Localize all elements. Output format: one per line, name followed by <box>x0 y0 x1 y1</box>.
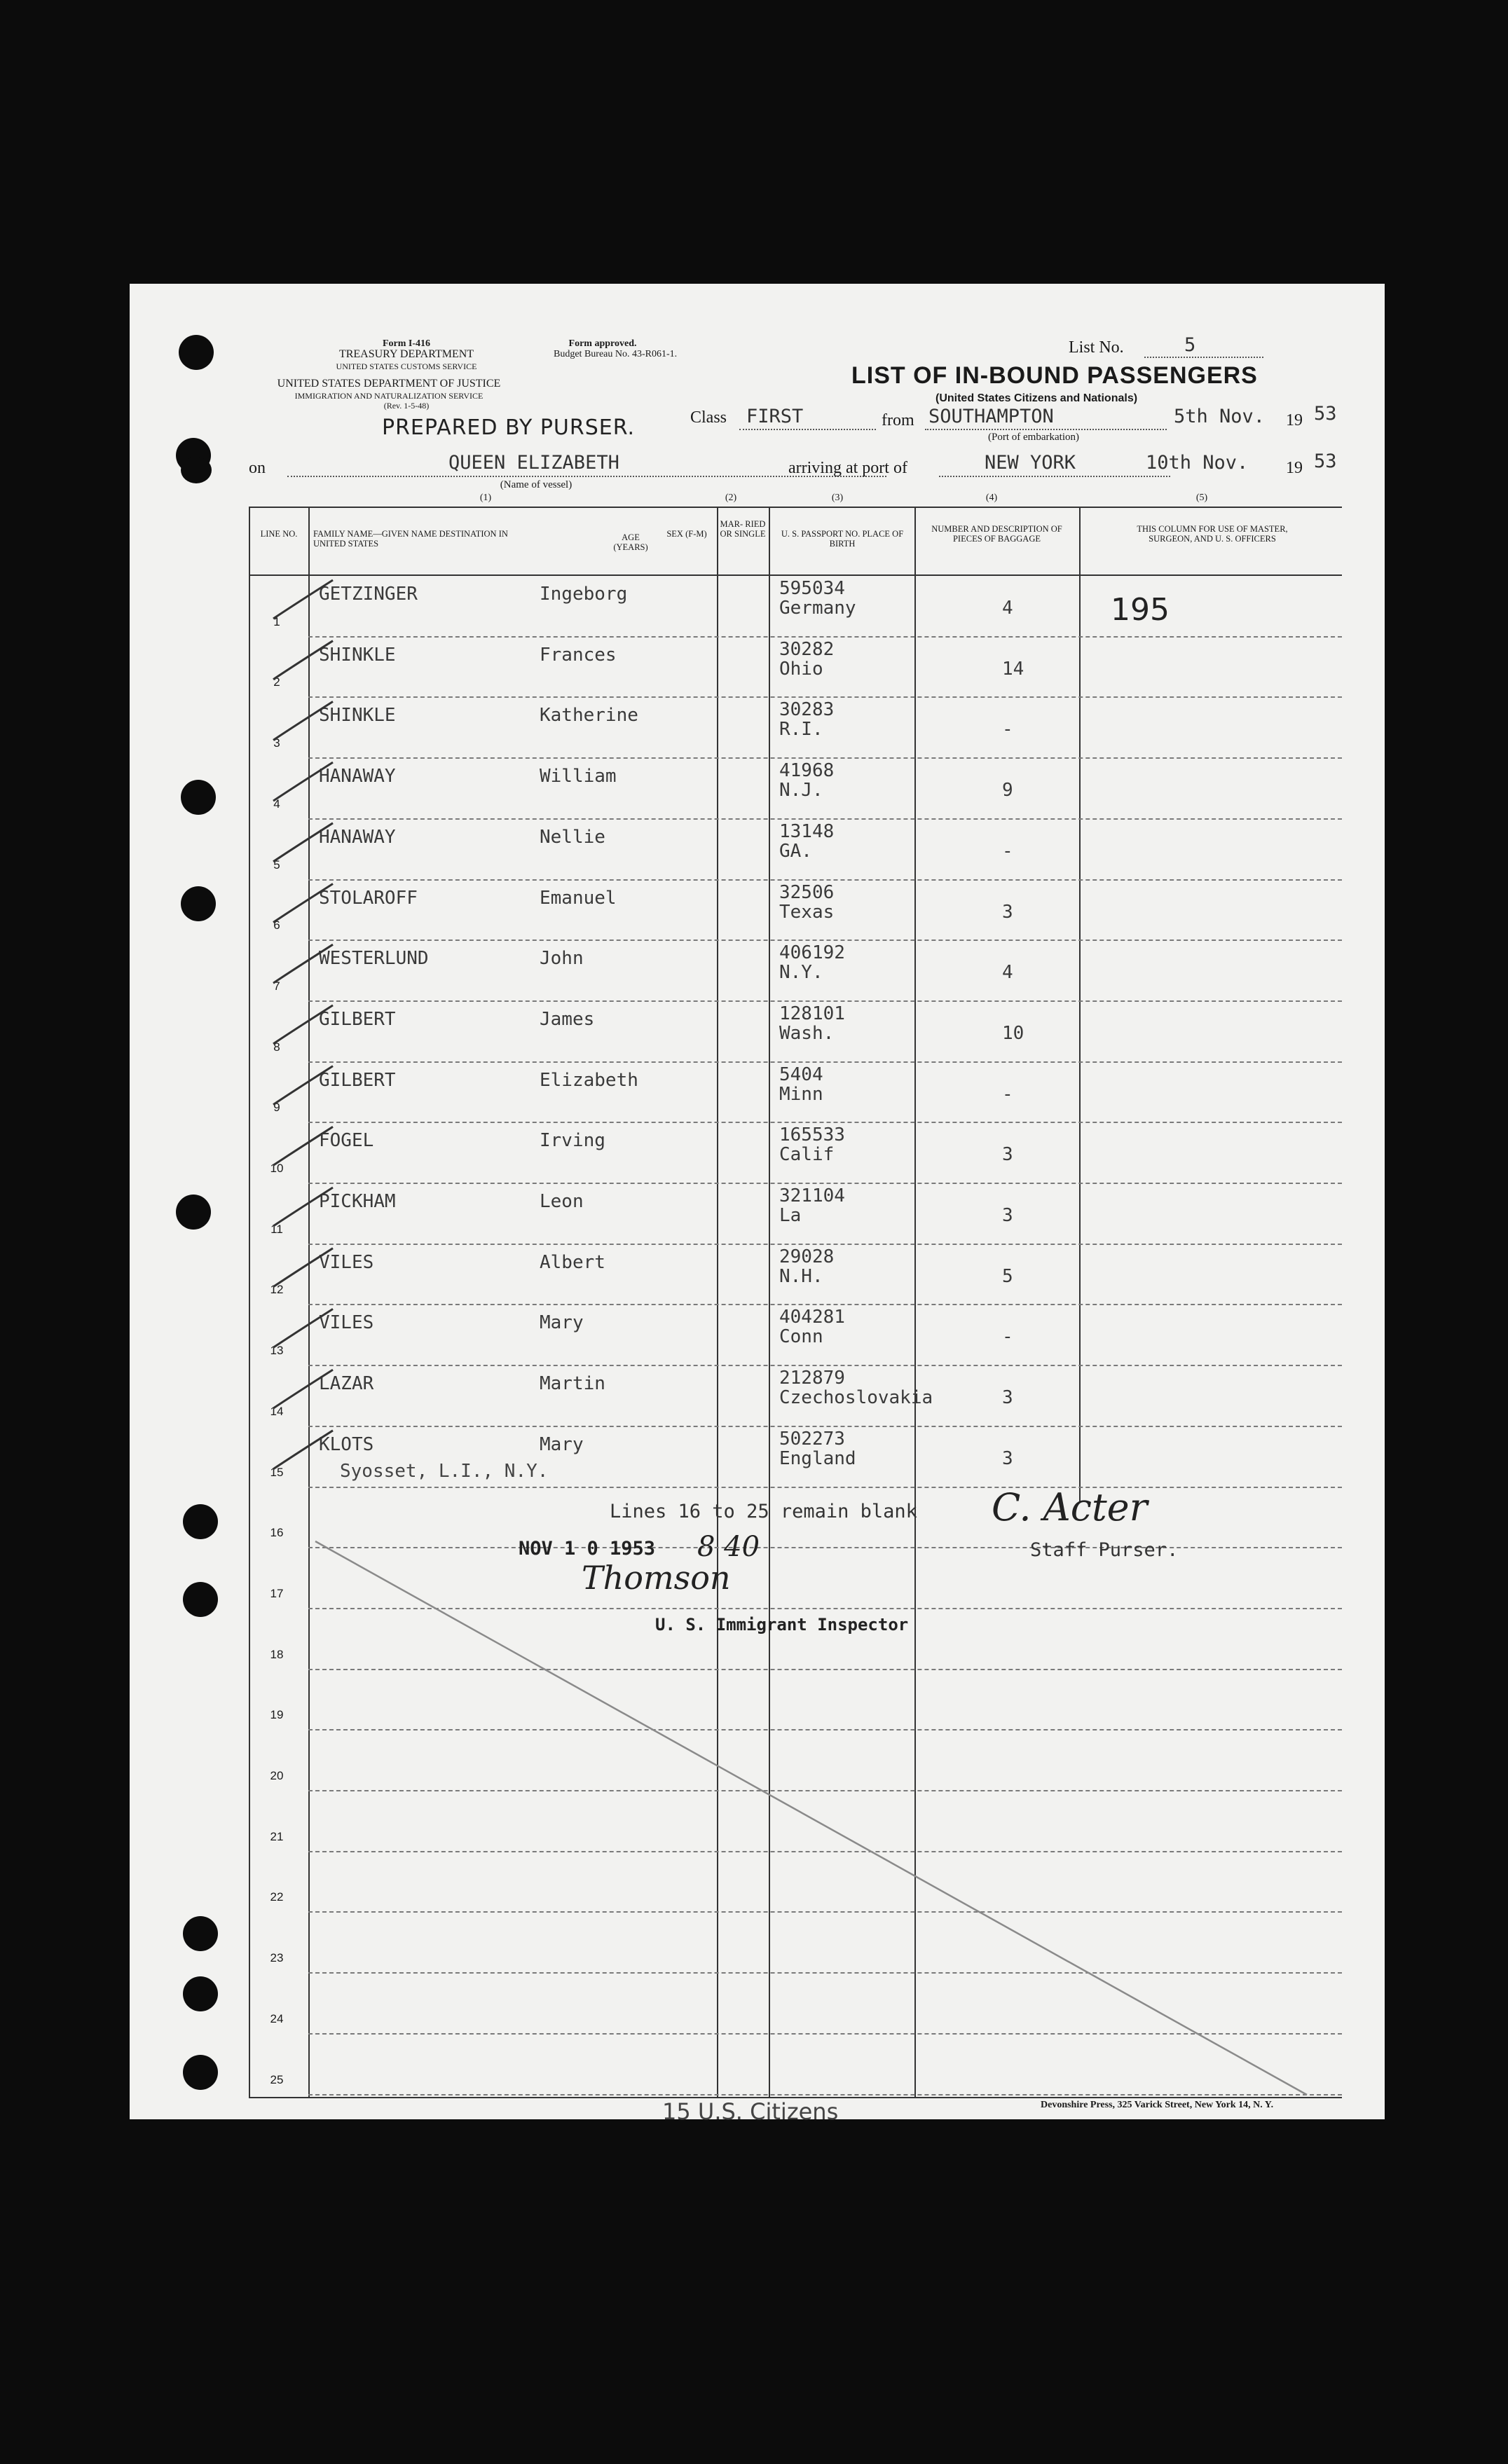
family-name: SHINKLE <box>319 705 396 727</box>
revision: (Rev. 1-5-48) <box>383 401 430 411</box>
family-name: GILBERT <box>319 1069 396 1091</box>
embarkation-port: SOUTHAMPTON <box>928 406 1054 427</box>
baggage-count: 5 <box>1002 1265 1013 1287</box>
place-of-birth: Germany <box>779 598 856 619</box>
passport-number: 30283 <box>779 699 835 721</box>
line-number: 6 <box>273 918 280 932</box>
place-of-birth: Wash. <box>779 1022 835 1044</box>
customs-service: UNITED STATES CUSTOMS SERVICE <box>336 362 477 371</box>
departure-date: 5th Nov. <box>1174 406 1266 427</box>
baggage-count: - <box>1002 719 1013 741</box>
line-number: 22 <box>270 1890 284 1904</box>
port-embark-label: (Port of embarkation) <box>988 432 1079 443</box>
line-number: 9 <box>273 1101 280 1115</box>
vessel-label: (Name of vessel) <box>500 479 573 490</box>
line-number: 18 <box>270 1647 284 1661</box>
check-mark <box>273 1309 333 1347</box>
family-name: WESTERLUND <box>319 948 429 970</box>
passport-number: 595034 <box>779 578 845 599</box>
arrival-date: 10th Nov. <box>1146 452 1249 474</box>
ins-service: IMMIGRATION AND NATURALIZATION SERVICE <box>294 391 484 401</box>
page-subtitle: (United States Citizens and Nationals) <box>935 392 1138 404</box>
arr-year-prefix: 19 <box>1286 459 1303 477</box>
check-mark <box>273 823 333 862</box>
citizens-total: 15 U.S. Citizens <box>662 2098 839 2125</box>
arrival-port: NEW YORK <box>985 452 1076 474</box>
blank-lines-note: Lines 16 to 25 remain blank <box>610 1501 917 1522</box>
given-name: Irving <box>540 1130 605 1152</box>
place-of-birth: N.H. <box>779 1265 823 1287</box>
check-mark <box>273 1127 333 1165</box>
line-number: 17 <box>270 1586 284 1600</box>
baggage-count: 14 <box>1002 658 1024 680</box>
stamp-mark: 8 40 <box>697 1531 760 1563</box>
line-number: 5 <box>273 858 280 872</box>
passport-number: 165533 <box>779 1124 845 1146</box>
line-number: 25 <box>270 2072 284 2086</box>
place-of-birth: Minn <box>779 1083 823 1105</box>
check-mark <box>273 762 333 801</box>
department: TREASURY DEPARTMENT <box>338 348 474 360</box>
baggage-count: - <box>1002 1326 1013 1348</box>
printer-imprint: Devonshire Press, 325 Varick Street, New York 14, N. Y. <box>1041 2100 1274 2110</box>
place-of-birth: Conn <box>779 1326 823 1348</box>
line-number: 2 <box>273 675 280 689</box>
place-of-birth: Czechoslovakia <box>779 1387 933 1409</box>
given-name: Emanuel <box>540 887 617 909</box>
given-name: Katherine <box>540 705 638 727</box>
arrival-year: 53 <box>1314 450 1337 472</box>
header-name: FAMILY NAME—GIVEN NAME DESTINATION IN UNITED STATES <box>313 529 508 549</box>
given-name: James <box>540 1008 595 1030</box>
form-approved: Form approved. <box>568 338 637 349</box>
baggage-count: 3 <box>1002 901 1013 923</box>
passport-number: 30282 <box>779 638 835 660</box>
line-number: 10 <box>270 1162 284 1175</box>
baggage-count: - <box>1002 840 1013 862</box>
prepared-by-purser: PREPARED BY PURSER. <box>382 415 636 440</box>
place-of-birth: R.I. <box>779 719 823 741</box>
klots-destination: Syosset, L.I., N.Y. <box>340 1461 549 1482</box>
passport-number: 212879 <box>779 1368 845 1389</box>
family-name: HANAWAY <box>319 766 396 787</box>
given-name: John <box>540 948 584 970</box>
family-name: LAZAR <box>319 1373 374 1395</box>
line-number: 15 <box>270 1465 284 1479</box>
check-mark <box>273 1066 333 1105</box>
place-of-birth: England <box>779 1447 856 1469</box>
baggage-count: 4 <box>1002 598 1013 619</box>
family-name: HANAWAY <box>319 826 396 848</box>
header-officers: THIS COLUMN FOR USE OF MASTER, SURGEON, AND U. S. OFFICERS <box>1137 524 1288 544</box>
passport-number: 404281 <box>779 1307 845 1328</box>
form-number: Form I-416 <box>382 338 431 349</box>
given-name: Albert <box>540 1251 605 1273</box>
passport-number: 502273 <box>779 1428 845 1450</box>
family-name: PICKHAM <box>319 1191 396 1212</box>
inspection-stamp-date: NOV 1 0 1953 <box>519 1538 656 1560</box>
header-line-no: LINE NO. <box>260 529 298 539</box>
on-label: on <box>249 459 266 477</box>
place-of-birth: La <box>779 1205 802 1226</box>
line-number: 16 <box>270 1526 284 1540</box>
given-name: William <box>540 766 617 787</box>
justice-department: UNITED STATES DEPARTMENT OF JUSTICE <box>277 378 501 390</box>
col-number-4: (4) <box>985 493 998 503</box>
given-name: Elizabeth <box>540 1069 638 1091</box>
purser-title: Staff Purser. <box>1030 1539 1179 1561</box>
inspector-title: U. S. Immigrant Inspector <box>655 1615 909 1634</box>
line-number: 11 <box>270 1222 283 1236</box>
from-label: from <box>882 411 914 429</box>
check-mark <box>273 1005 333 1044</box>
baggage-count: 9 <box>1002 780 1013 801</box>
given-name: Ingeborg <box>540 584 628 605</box>
line-number: 20 <box>270 1769 284 1782</box>
baggage-count: 3 <box>1002 1387 1013 1409</box>
place-of-birth: N.Y. <box>779 962 823 984</box>
departure-year: 53 <box>1314 403 1337 425</box>
dep-year-prefix: 19 <box>1286 411 1303 429</box>
col-number-2: (2) <box>725 493 737 503</box>
manifest-page <box>130 284 1385 2125</box>
check-mark <box>273 944 333 983</box>
list-no-value: 5 <box>1184 334 1196 356</box>
passport-number: 5404 <box>779 1064 823 1085</box>
officer-annotation: 195 <box>1111 592 1170 628</box>
check-mark <box>273 1248 333 1287</box>
line-number: 24 <box>270 2011 284 2025</box>
header-sex: SEX (F-M) <box>666 529 707 539</box>
family-name: SHINKLE <box>319 644 396 666</box>
header-age: AGE (YEARS) <box>613 532 648 552</box>
header-baggage: NUMBER AND DESCRIPTION OF PIECES OF BAGGAGE <box>931 524 1062 544</box>
line-number: 8 <box>273 1040 280 1054</box>
baggage-count: 3 <box>1002 1144 1013 1166</box>
place-of-birth: GA. <box>779 840 812 862</box>
passport-number: 406192 <box>779 942 845 964</box>
family-name: GETZINGER <box>319 584 418 605</box>
line-number: 3 <box>273 736 280 750</box>
passport-number: 13148 <box>779 820 835 842</box>
list-no-label: List No. <box>1069 338 1124 357</box>
baggage-count: - <box>1002 1083 1013 1105</box>
given-name: Nellie <box>540 826 605 848</box>
passport-number: 32506 <box>779 881 835 903</box>
line-number: 7 <box>273 979 280 993</box>
place-of-birth: Calif <box>779 1144 835 1166</box>
passport-number: 29028 <box>779 1246 835 1267</box>
purser-signature: C. Acter <box>992 1485 1148 1529</box>
passport-number: 128101 <box>779 1003 845 1024</box>
check-mark <box>273 580 333 619</box>
budget-bureau: Budget Bureau No. 43-R061-1. <box>554 349 678 359</box>
line-number: 21 <box>270 1829 284 1843</box>
line-number: 23 <box>270 1951 284 1965</box>
place-of-birth: N.J. <box>779 780 823 801</box>
check-mark <box>273 701 333 740</box>
header-passport: U. S. PASSPORT NO. PLACE OF BIRTH <box>781 529 904 549</box>
baggage-count: 10 <box>1002 1022 1024 1044</box>
place-of-birth: Texas <box>779 901 835 923</box>
given-name: Leon <box>540 1191 584 1212</box>
passport-number: 321104 <box>779 1185 845 1206</box>
family-name: VILES <box>319 1312 374 1334</box>
given-name: Mary <box>540 1312 584 1334</box>
baggage-count: 3 <box>1002 1447 1013 1469</box>
line-number: 4 <box>273 797 280 811</box>
line-number: 13 <box>270 1344 284 1358</box>
family-name: KLOTS <box>319 1433 374 1455</box>
baggage-count: 4 <box>1002 962 1013 984</box>
family-name: FOGEL <box>319 1130 374 1152</box>
family-name: GILBERT <box>319 1008 396 1030</box>
col-number-5: (5) <box>1195 493 1208 503</box>
check-mark <box>273 1188 333 1226</box>
given-name: Mary <box>540 1433 584 1455</box>
passport-number: 41968 <box>779 760 835 782</box>
col-number-1: (1) <box>479 493 492 503</box>
header-married: MAR- RIED OR SINGLE <box>720 519 766 539</box>
line-number: 19 <box>270 1708 284 1722</box>
class-label: Class <box>690 408 727 427</box>
class-value: FIRST <box>746 406 804 427</box>
arriving-label: arriving at port of <box>788 459 907 477</box>
place-of-birth: Ohio <box>779 658 823 680</box>
vessel-name: QUEEN ELIZABETH <box>448 452 619 474</box>
inspector-signature: Thomson <box>582 1559 731 1597</box>
page-title: LIST OF IN-BOUND PASSENGERS <box>851 362 1258 389</box>
given-name: Martin <box>540 1373 605 1395</box>
family-name: STOLAROFF <box>319 887 418 909</box>
family-name: VILES <box>319 1251 374 1273</box>
check-mark <box>273 1370 333 1408</box>
col-number-3: (3) <box>831 493 844 503</box>
baggage-count: 3 <box>1002 1205 1013 1226</box>
check-mark <box>273 1431 333 1469</box>
check-mark <box>273 641 333 680</box>
line-number: 14 <box>270 1404 284 1418</box>
check-mark <box>273 884 333 923</box>
check-marks <box>130 284 410 1545</box>
line-number: 12 <box>270 1283 284 1297</box>
line-number: 1 <box>273 614 280 628</box>
given-name: Frances <box>540 644 617 666</box>
